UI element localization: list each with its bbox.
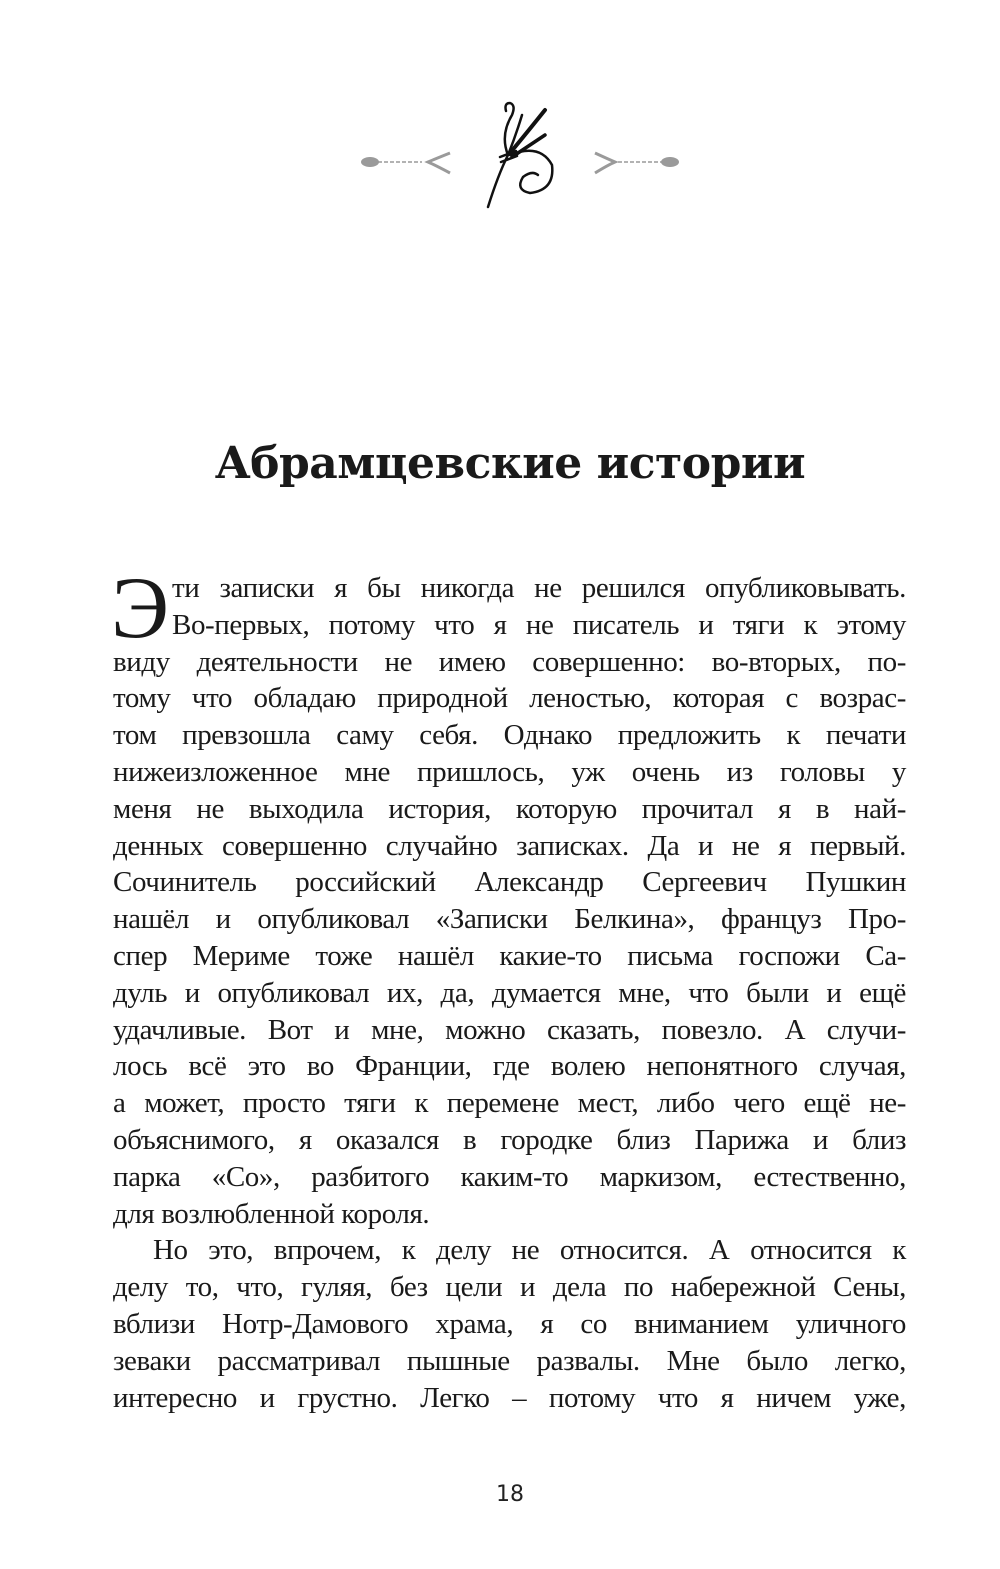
- text-line: Но это, впрочем, к делу не относится. А относится к: [153, 1234, 906, 1267]
- text-line: объяснимого, я оказался в городке близ Парижа и близ: [113, 1123, 906, 1156]
- text-line: меня не выходила история, которую прочитал я в най-: [113, 792, 906, 825]
- text-line: парка «Со», разбитого каким-то маркизом, естественно,: [113, 1160, 906, 1193]
- text-line: вблизи Нотр-Дамового храма, я со вниманием уличного: [113, 1307, 906, 1340]
- text-line: для возлюбленной короля.: [113, 1197, 430, 1230]
- text-line: спер Мериме тоже нашёл какие-то письма госпожи Са-: [113, 939, 906, 972]
- drop-cap: Э: [111, 560, 170, 657]
- text-line: зеваки рассматривал пышные развалы. Мне было легко,: [113, 1344, 906, 1377]
- page-number: 18: [496, 1482, 524, 1507]
- text-line: интересно и грустно. Легко – потому что я ничем уже,: [113, 1381, 906, 1414]
- body-text: [111, 560, 906, 1416]
- text-line: лось всё это во Франции, где волею непонятного случая,: [113, 1050, 906, 1083]
- floral-vignette-icon: [340, 95, 700, 215]
- text-line: Во-первых, потому что я не писатель и тяги к этому: [172, 608, 906, 641]
- text-line: делу то, что, гуляя, без цели и дела по набережной Сены,: [113, 1271, 906, 1304]
- chapter-title: Абрамцевские истории: [214, 438, 806, 489]
- text-line: тому что обладаю природной леностью, которая с возрас-: [113, 682, 906, 715]
- text-line: Сочинитель российский Александр Сергеевич Пушкин: [113, 866, 906, 899]
- text-line: том превзошла саму себя. Однако предложить к печати: [113, 719, 906, 752]
- text-line: нашёл и опубликовал «Записки Белкина», француз Про-: [113, 903, 906, 936]
- text-line: удачливые. Вот и мне, можно сказать, повезло. А случи-: [113, 1013, 906, 1046]
- text-line: а может, просто тяги к перемене мест, либо чего ещё не-: [113, 1087, 906, 1120]
- text-line: нижеизложенное мне пришлось, уж очень из головы у: [113, 755, 906, 788]
- text-line: виду деятельности не имею совершенно: во-вторых, по-: [113, 645, 906, 678]
- text-line: дуль и опубликовал их, да, думается мне, что были и ещё: [113, 976, 906, 1009]
- text-line: денных совершенно случайно записках. Да и не я первый.: [113, 829, 906, 862]
- text-line: ти записки я бы никогда не решился опубликовывать.: [172, 572, 906, 604]
